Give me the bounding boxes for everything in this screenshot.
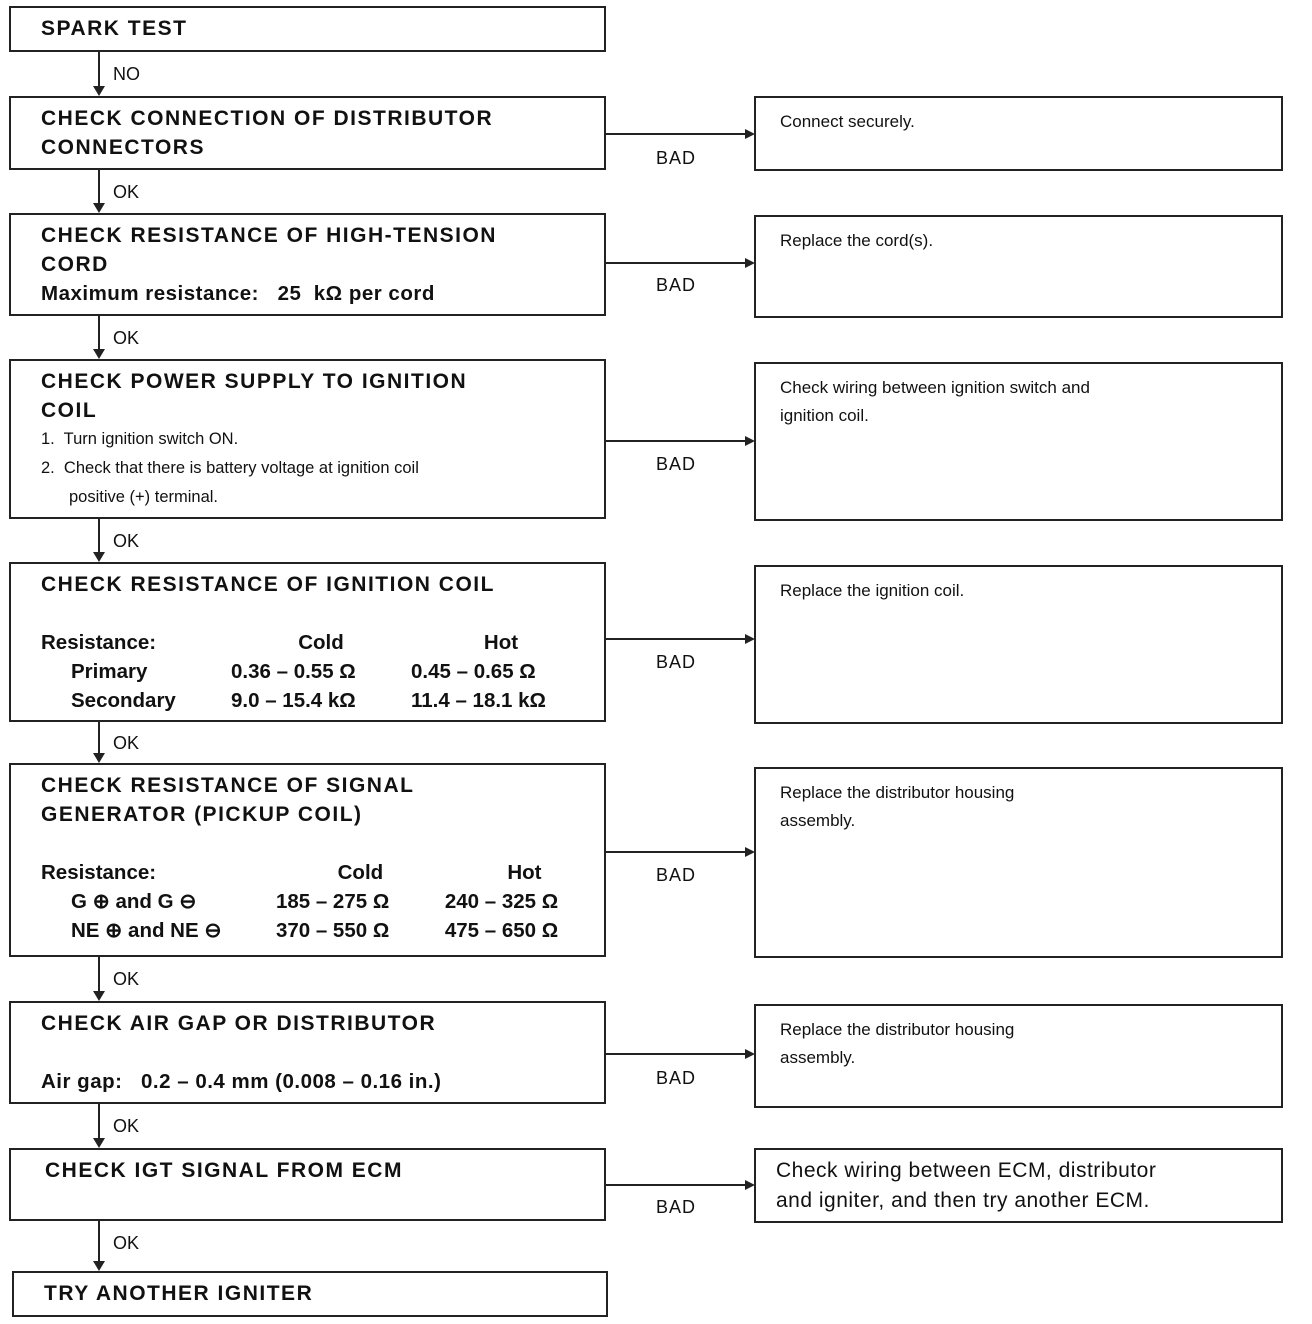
bad-label: BAD [656,1197,697,1217]
step-try-another-igniter [12,1271,608,1317]
arrow-down-icon [93,991,105,1001]
resistance-table [41,858,604,945]
connector [606,851,748,853]
remedy-box [754,767,1283,958]
bad-label: BAD [656,454,697,474]
hot-value: 0.45 – 0.65 Ω [411,660,536,683]
cold-value: 185 – 275 Ω [275,890,390,913]
ok-label: OK [113,182,140,202]
remedy-box [754,1148,1283,1223]
hot-value: 240 – 325 Ω [444,890,559,913]
step-igt-signal [9,1148,606,1221]
step-title: CORD [41,253,109,276]
arrow-down-icon [93,349,105,359]
connector [606,638,748,640]
step-title: GENERATOR (PICKUP COIL) [41,803,363,826]
connector [606,440,748,442]
connector [98,170,100,206]
remedy-text: Replace the distributor housing [780,1020,1015,1039]
step-distributor-connectors [9,96,606,170]
step-title: TRY ANOTHER IGNITER [44,1282,314,1305]
connector [606,1184,748,1186]
connector [98,957,100,994]
connector [98,722,100,756]
remedy-text: Check wiring between ignition switch and [780,378,1090,397]
ok-label: OK [113,969,140,989]
step-spec: Air gap: 0.2 – 0.4 mm (0.008 – 0.16 in.) [41,1070,442,1093]
step-title: CHECK RESISTANCE OF HIGH-TENSION [41,224,497,247]
bad-label: BAD [656,148,697,168]
step-title: CHECK AIR GAP OR DISTRIBUTOR [41,1012,437,1035]
remedy-box [754,215,1283,318]
hot-value: 475 – 650 Ω [444,919,559,942]
step-title: CONNECTORS [41,136,205,159]
remedy-box [754,1004,1283,1108]
step-title: CHECK IGT SIGNAL FROM ECM [45,1159,403,1182]
row-label: Secondary [71,689,176,712]
step-spark-test [9,6,606,52]
step-title: CHECK RESISTANCE OF IGNITION COIL [41,573,495,596]
step-title: CHECK CONNECTION OF DISTRIBUTOR [41,107,494,130]
step-signal-generator [9,763,606,957]
remedy-text: assembly. [780,1048,856,1067]
hot-header: Hot [483,631,519,654]
resistance-table [41,628,591,715]
connector [98,1221,100,1264]
step-title: CHECK RESISTANCE OF SIGNAL [41,774,415,797]
arrow-down-icon [93,552,105,562]
step-high-tension-cord [9,213,606,316]
remedy-box [754,362,1283,521]
row-label: Primary [71,660,148,683]
remedy-text: ignition coil. [780,406,869,425]
connector [606,1053,748,1055]
hot-header: Hot [507,861,542,884]
arrow-down-icon [93,1138,105,1148]
resistance-label: Resistance: [41,861,157,884]
remedy-text: Check wiring between ECM, distributor [776,1159,1157,1182]
step-item: 1. Turn ignition switch ON. [41,430,239,448]
remedy-box [754,96,1283,171]
remedy-text: and igniter, and then try another ECM. [776,1189,1150,1212]
resistance-label: Resistance: [41,631,157,654]
connector [606,133,748,135]
remedy-text: Replace the ignition coil. [780,581,965,600]
bad-label: BAD [656,275,697,295]
remedy-box [754,565,1283,724]
connector [98,1104,100,1141]
bad-label: BAD [656,652,697,672]
ok-label: OK [113,733,140,753]
bad-label: BAD [656,865,697,885]
remedy-text: Replace the cord(s). [780,231,934,250]
cold-header: Cold [298,631,344,654]
step-title: COIL [41,399,98,422]
arrow-down-icon [93,86,105,96]
remedy-text: assembly. [780,811,856,830]
connector [98,52,100,88]
arrow-down-icon [93,753,105,763]
remedy-text: Replace the distributor housing [780,783,1015,802]
connector [98,316,100,352]
cold-value: 9.0 – 15.4 kΩ [231,689,356,712]
step-item: positive (+) terminal. [69,488,219,506]
cold-header: Cold [337,861,384,884]
step-air-gap [9,1001,606,1104]
connector [606,262,748,264]
ok-label: OK [113,328,140,348]
bad-label: BAD [656,1068,697,1088]
arrow-down-icon [93,203,105,213]
ok-label: OK [113,531,140,551]
step-power-supply [9,359,606,519]
row-label: NE ⊕ and NE ⊖ [71,919,222,942]
ok-label: OK [113,1116,140,1136]
no-label: NO [113,64,140,84]
step-item: 2. Check that there is battery voltage at ignition coil [41,459,419,477]
hot-value: 11.4 – 18.1 kΩ [411,689,546,712]
cold-value: 370 – 550 Ω [275,919,390,942]
ok-label: OK [113,1233,140,1253]
step-spec: Maximum resistance: 25 kΩ per cord [41,282,435,305]
row-label: G ⊕ and G ⊖ [71,890,197,913]
remedy-text: Connect securely. [780,112,915,131]
arrow-down-icon [93,1261,105,1271]
step-ignition-coil [9,562,606,722]
step-title: SPARK TEST [41,17,188,40]
step-title: CHECK POWER SUPPLY TO IGNITION [41,370,468,393]
cold-value: 0.36 – 0.55 Ω [231,660,356,683]
connector [98,519,100,555]
